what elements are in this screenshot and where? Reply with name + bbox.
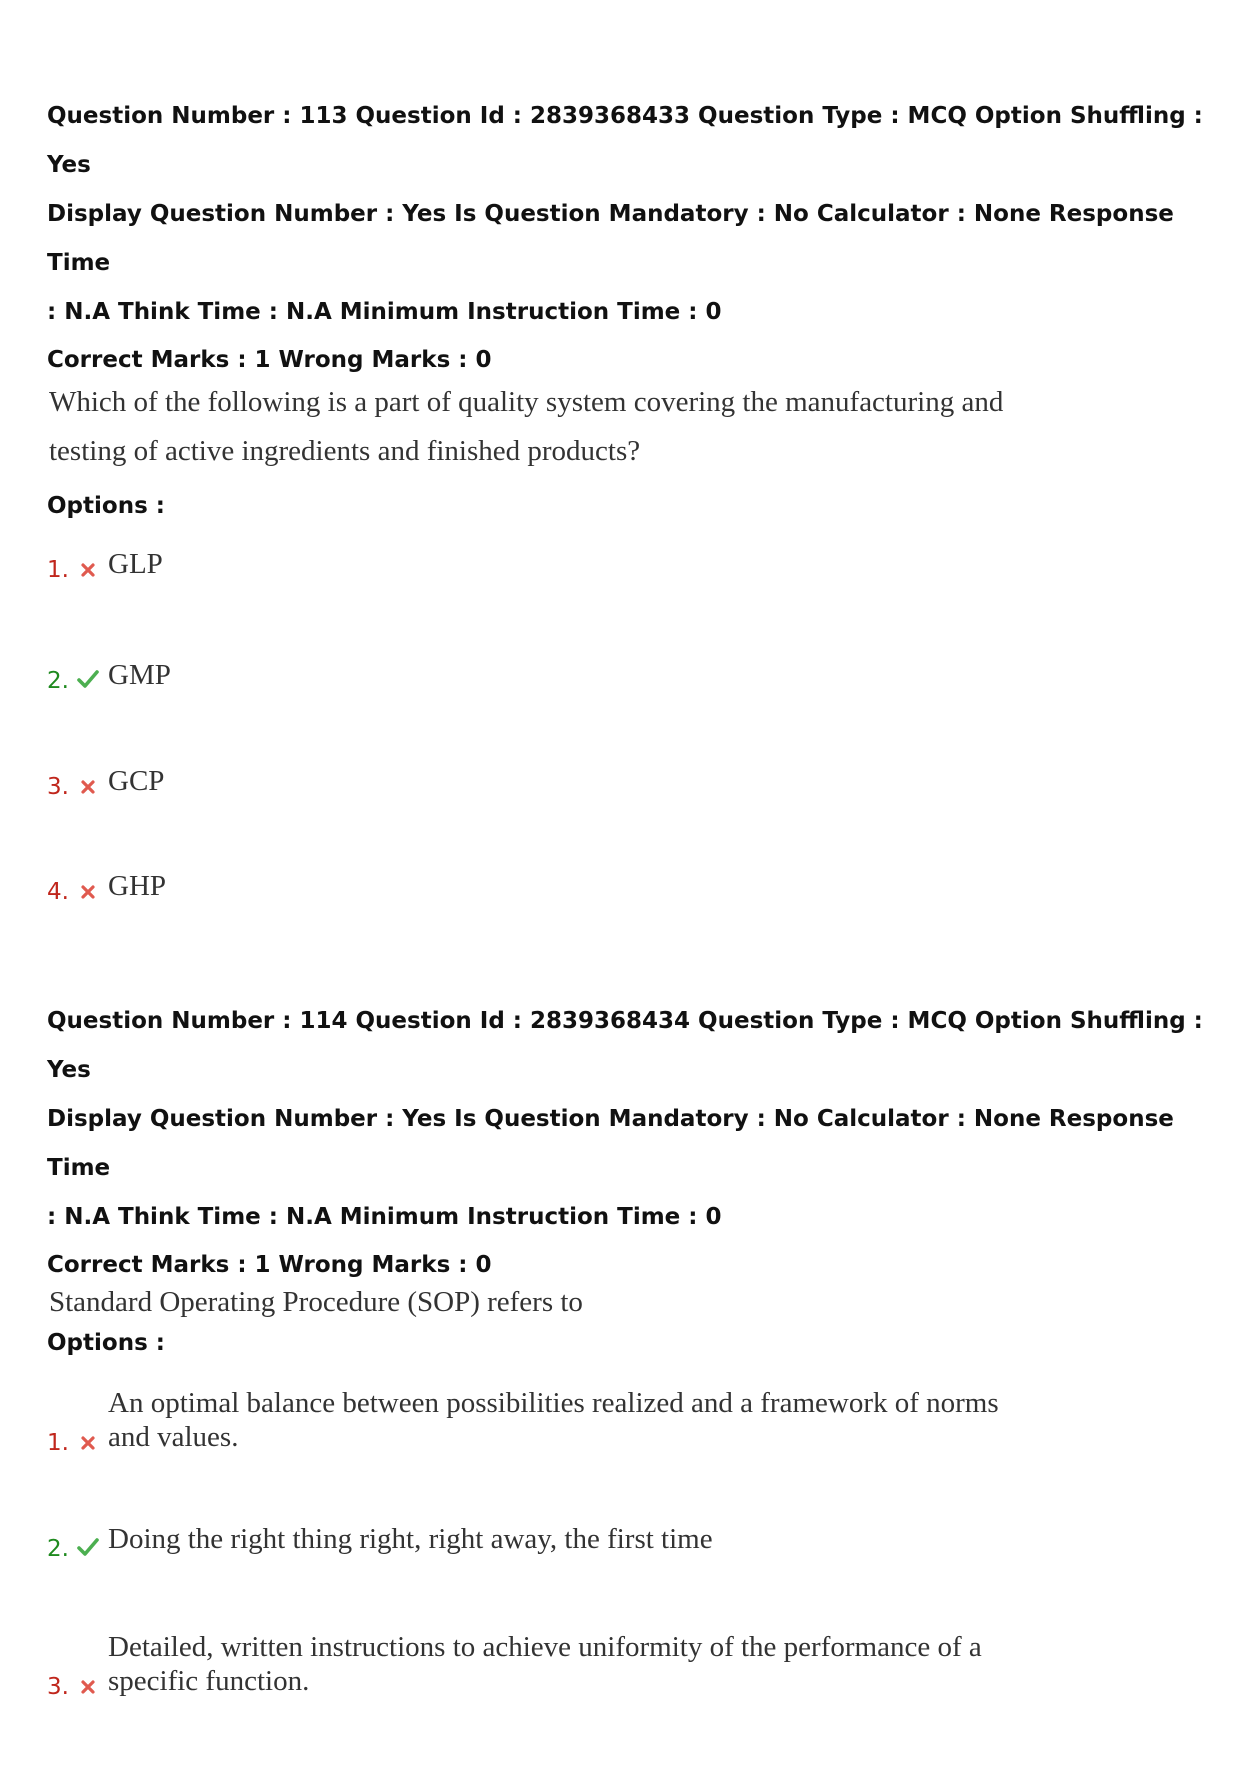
question-meta-line: Question Number : 114 Question Id : 2839368434 Question Type : MCQ Option Shuffling : Yes xyxy=(47,1008,1203,1083)
option-number: 4. xyxy=(47,879,69,905)
cross-icon xyxy=(77,776,99,798)
option-2 xyxy=(47,652,1147,712)
question-114 xyxy=(47,997,1207,1788)
option-3 xyxy=(47,1620,1147,1710)
option-1 xyxy=(47,1378,1147,1468)
option-1 xyxy=(47,541,1147,601)
option-number: 1. xyxy=(47,557,69,583)
option-number: 3. xyxy=(47,1674,69,1700)
question-marks: Correct Marks : 1 Wrong Marks : 0 xyxy=(47,1252,492,1278)
question-meta-line: Display Question Number : Yes Is Question Mandatory : No Calculator : None Response Time xyxy=(47,1106,1174,1181)
option-3 xyxy=(47,758,1147,818)
question-marks: Correct Marks : 1 Wrong Marks : 0 xyxy=(47,347,492,373)
question-113 xyxy=(47,92,1207,921)
cross-icon xyxy=(77,559,99,581)
option-text-line: Detailed, written instructions to achieve uniformity of the performance of a xyxy=(108,1631,982,1663)
options-label: Options : xyxy=(47,1330,165,1356)
cross-icon xyxy=(77,1676,99,1698)
question-text-line: Standard Operating Procedure (SOP) refers to xyxy=(49,1286,583,1318)
cross-icon xyxy=(77,1432,99,1454)
option-text: GLP xyxy=(108,548,163,580)
question-meta-line: : N.A Think Time : N.A Minimum Instruction Time : 0 xyxy=(47,299,722,325)
check-icon xyxy=(77,668,99,690)
options-list xyxy=(47,1358,1207,1788)
question-text-line: Which of the following is a part of quality system covering the manufacturing and xyxy=(49,386,1004,418)
option-text: GHP xyxy=(108,870,167,902)
option-number: 2. xyxy=(47,668,69,694)
option-number: 3. xyxy=(47,774,69,800)
check-icon xyxy=(77,1536,99,1558)
options-list xyxy=(47,521,1207,921)
question-meta-line: Question Number : 113 Question Id : 2839368433 Question Type : MCQ Option Shuffling : Yes xyxy=(47,103,1203,178)
question-meta-line: : N.A Think Time : N.A Minimum Instruction Time : 0 xyxy=(47,1204,722,1230)
option-2 xyxy=(47,1514,1147,1574)
option-text: Doing the right thing right, right away, the first time xyxy=(108,1523,713,1555)
option-number: 2. xyxy=(47,1536,69,1562)
option-number: 1. xyxy=(47,1430,69,1456)
question-meta-line: Display Question Number : Yes Is Question Mandatory : No Calculator : None Response Time xyxy=(47,201,1174,276)
cross-icon xyxy=(77,881,99,903)
options-label: Options : xyxy=(47,493,165,519)
option-text: GCP xyxy=(108,765,165,797)
question-text-line: testing of active ingredients and finished products? xyxy=(49,435,641,467)
option-text-line: specific function. xyxy=(108,1665,310,1697)
option-text-line: An optimal balance between possibilities realized and a framework of norms xyxy=(108,1387,999,1419)
option-4 xyxy=(47,863,1147,923)
option-text: GMP xyxy=(108,659,171,691)
option-text-line: and values. xyxy=(108,1421,239,1453)
